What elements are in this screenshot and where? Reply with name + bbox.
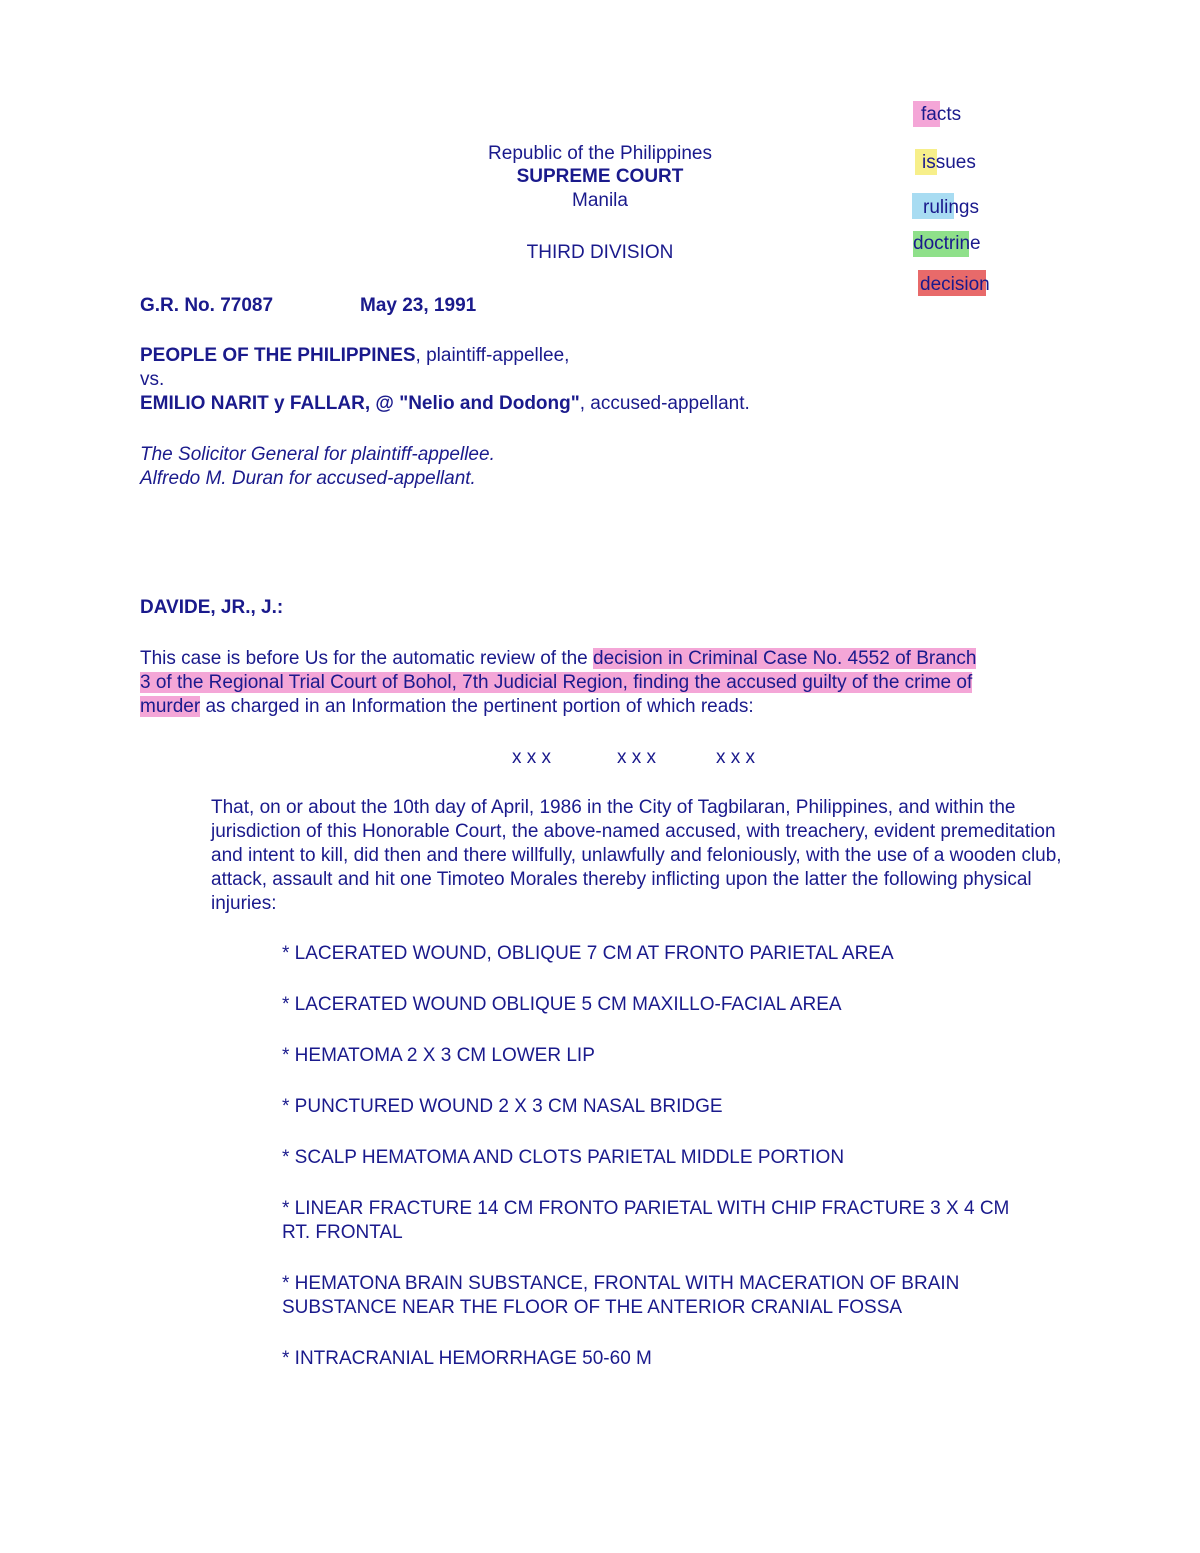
intro-line-2 [140, 671, 972, 695]
accused-role: , accused-appellant. [579, 393, 750, 414]
ponente [140, 596, 283, 620]
gr-number: G.R. No. 77087 [140, 295, 274, 316]
city-heading: Manila [572, 190, 628, 211]
injury-item: * LACERATED WOUND OBLIQUE 5 CM MAXILLO-FACIAL AREA [282, 994, 842, 1015]
republic-heading: Republic of the Philippines [488, 143, 712, 164]
injury-item: * LACERATED WOUND, OBLIQUE 7 CM AT FRONTO PARIETAL AREA [282, 943, 894, 964]
facts-highlight-2: 3 of the Regional Trial Court of Bohol, 7th Judicial Region, finding the accused guilty of the crime of [140, 672, 973, 693]
injury-item: * SCALP HEMATOMA AND CLOTS PARIETAL MIDDLE PORTION [282, 1147, 845, 1168]
plaintiff-name: PEOPLE OF THE PHILIPPINES [140, 345, 416, 366]
injury-item: * HEMATOMA 2 X 3 CM LOWER LIP [282, 1045, 595, 1066]
court-heading: SUPREME COURT [516, 166, 684, 187]
intro-text-after: as charged in an Information the pertinent portion of which reads: [200, 696, 754, 717]
facts-highlight-3: murder [140, 696, 201, 717]
injury-item: * INTRACRANIAL HEMORRHAGE 50-60 M [282, 1348, 652, 1369]
legend-issues: issues [922, 152, 976, 173]
counsel-plaintiff: The Solicitor General for plaintiff-appellee. [140, 444, 495, 465]
information-text: That, on or about the 10th day of April, 1986 in the City of Tagbilaran, Philippines, and within the jurisdiction of this Honorable Court, the above-named accused, with treachery, evident premeditation and intent to kill, did then and there willfully, unlawfully and feloniously, with the use of a wooden club, attack, assault and hit one Timoteo Morales thereby inflicting upon the latter the following physical injuries: [211, 797, 1062, 914]
legend-decision: decision [920, 274, 990, 295]
injury-item: * LINEAR FRACTURE 14 CM FRONTO PARIETAL WITH CHIP FRACTURE 3 X 4 CM RT. FRONTAL [282, 1198, 1010, 1243]
legend-doctrine: doctrine [913, 233, 981, 254]
injury-item: * PUNCTURED WOUND 2 X 3 CM NASAL BRIDGE [282, 1096, 723, 1117]
legend-rulings: rulings [923, 197, 979, 218]
plaintiff-role: , plaintiff-appellee, [415, 345, 570, 366]
decision-date: May 23, 1991 [360, 295, 477, 316]
omission-mark-2: x x x [617, 747, 657, 768]
omission-mark-1: x x x [512, 747, 552, 768]
facts-highlight-1: decision in Criminal Case No. 4552 of Branch [593, 648, 977, 669]
accused-line [140, 392, 750, 416]
omission-mark-3: x x x [716, 747, 756, 768]
counsel-accused: Alfredo M. Duran for accused-appellant. [140, 468, 476, 489]
intro-text-before: This case is before Us for the automatic review of the [140, 648, 594, 669]
accused-name: EMILIO NARIT y FALLAR, @ "Nelio and Dodong" [140, 393, 580, 414]
injury-item: * HEMATONA BRAIN SUBSTANCE, FRONTAL WITH MACERATION OF BRAIN SUBSTANCE NEAR THE FLOOR OF THE ANTERIOR CRANIAL FOSSA [282, 1273, 960, 1318]
intro-line-1 [140, 647, 976, 671]
versus-text: vs. [140, 369, 165, 390]
justice-name: DAVIDE, JR., J.: [140, 597, 284, 618]
division-heading: THIRD DIVISION [526, 242, 674, 263]
intro-line-3 [140, 695, 754, 719]
plaintiff-line [140, 344, 569, 368]
legend-facts: facts [921, 104, 962, 125]
